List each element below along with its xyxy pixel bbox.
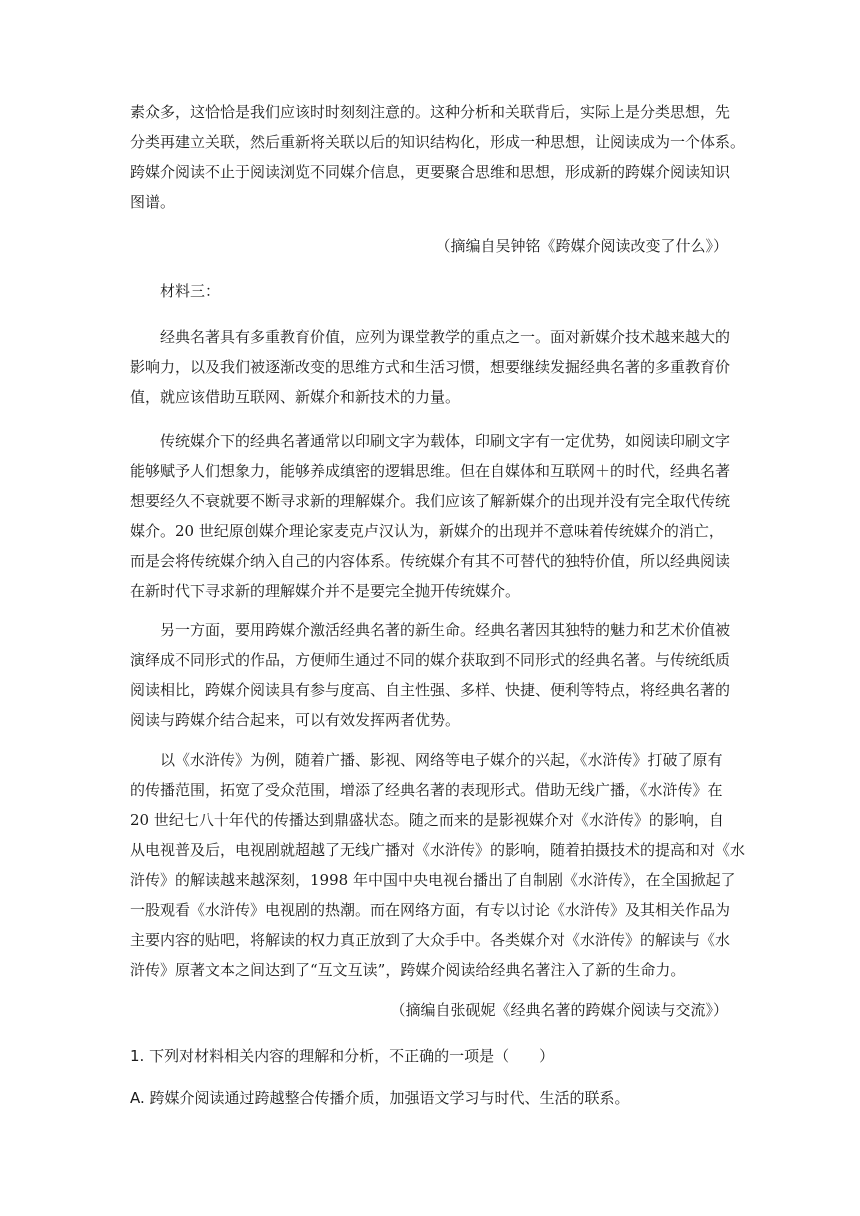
- text-line: 另一方面，要用跨媒介激活经典名著的新生命。经典名著因其独特的魅力和艺术价值被: [130, 621, 731, 639]
- text-line: 浒传》原著文本之间达到了“互文互读”，跨媒介阅读给经典名著注入了新的生命力。: [130, 961, 686, 979]
- paragraph-4: [130, 745, 746, 985]
- text-line: 媒介。20 世纪原创媒介理论家麦克卢汉认为，新媒介的出现并不意味着传统媒介的消亡，: [130, 522, 724, 540]
- paragraph-3: [130, 615, 730, 735]
- question-1: 1. 下列对材料相关内容的理解和分析，不正确的一项是（ ）: [130, 1047, 555, 1065]
- text-line: 跨媒介阅读不止于阅读浏览不同媒介信息，更要聚合思维和思想，形成新的跨媒介阅读知识: [130, 163, 731, 181]
- text-line: 的传播范围，拓宽了受众范围，增添了经典名著的表现形式。借助无线广播，《水浒传》在: [130, 781, 723, 799]
- paragraph-2: [130, 426, 730, 606]
- text-line: 图谱。: [130, 193, 176, 211]
- text-line: 传统媒介下的经典名著通常以印刷文字为载体，印刷文字有一定优势，如阅读印刷文字: [130, 432, 731, 450]
- text-line: 分类再建立关联，然后重新将关联以后的知识结构化，形成一种思想，让阅读成为一个体系。: [130, 133, 746, 151]
- text-line: 能够赋予人们想象力，能够养成缜密的逻辑思维。但在自媒体和互联网＋的时代，经典名著: [130, 462, 731, 480]
- text-line: 以《水浒传》为例，随着广播、影视、网络等电子媒介的兴起，《水浒传》打破了原有: [130, 751, 723, 769]
- text-line: 影响力，以及我们被逐渐改变的思维方式和生活习惯，想要继续发掘经典名著的多重教育价: [130, 358, 731, 376]
- text-line: 阅读相比，跨媒介阅读具有参与度高、自主性强、多样、快捷、便利等特点，将经典名著的: [130, 681, 731, 699]
- text-line: 值，就应该借助互联网、新媒介和新技术的力量。: [130, 388, 461, 406]
- text-line: 而是会将传统媒介纳入自己的内容体系。传统媒介有其不可替代的独特价值，所以经典阅读: [130, 552, 731, 570]
- text-line: 素众多，这恰恰是我们应该时时刻刻注意的。这种分析和关联背后，实际上是分类思想，先: [130, 103, 731, 121]
- text-line: 演绎成不同形式的作品，方便师生通过不同的媒介获取到不同形式的经典名著。与传统纸质: [130, 651, 731, 669]
- text-line: 从电视普及后，电视剧就超越了无线广播对《水浒传》的影响，随着拍摄技术的提高和对《水: [130, 841, 746, 859]
- text-line: 主要内容的贴吧，将解读的权力真正放到了大众手中。各类媒介对《水浒传》的解读与《水: [130, 931, 731, 949]
- text-line: 想要经久不衰就要不断寻求新的理解媒介。我们应该了解新媒介的出现并没有完全取代传统: [130, 492, 731, 510]
- source-citation-2: （摘编自张砚妮《经典名著的跨媒介阅读与交流》）: [390, 1001, 728, 1019]
- text-line: 经典名著具有多重教育价值，应列为课堂教学的重点之一。面对新媒介技术越来越大的: [130, 328, 731, 346]
- text-line: 20 世纪七八十年代的传播达到鼎盛状态。随之而来的是影视媒介对《水浒传》的影响，自: [130, 811, 724, 829]
- option-a: A. 跨媒介阅读通过跨越整合传播介质，加强语文学习与时代、生活的联系。: [130, 1089, 630, 1107]
- text-line: 浒传》的解读越来越深刻，1998 年中国中央电视台播出了自制剧《水浒传》，在全国掀起了: [130, 871, 736, 889]
- paragraph-1: [130, 322, 730, 412]
- text-line: 在新时代下寻求新的理解媒介并不是要完全抛开传统媒介。: [130, 582, 521, 600]
- text-line: 一股观看《水浒传》电视剧的热潮。而在网络方面，有专以讨论《水浒传》及其相关作品为: [130, 901, 731, 919]
- material-3-heading: 材料三：: [160, 282, 221, 300]
- text-line: 阅读与跨媒介结合起来，可以有效发挥两者优势。: [130, 711, 461, 729]
- source-citation-1: （摘编自吴钟铭《跨媒介阅读改变了什么》）: [435, 237, 728, 255]
- paragraph-intro: [130, 97, 746, 217]
